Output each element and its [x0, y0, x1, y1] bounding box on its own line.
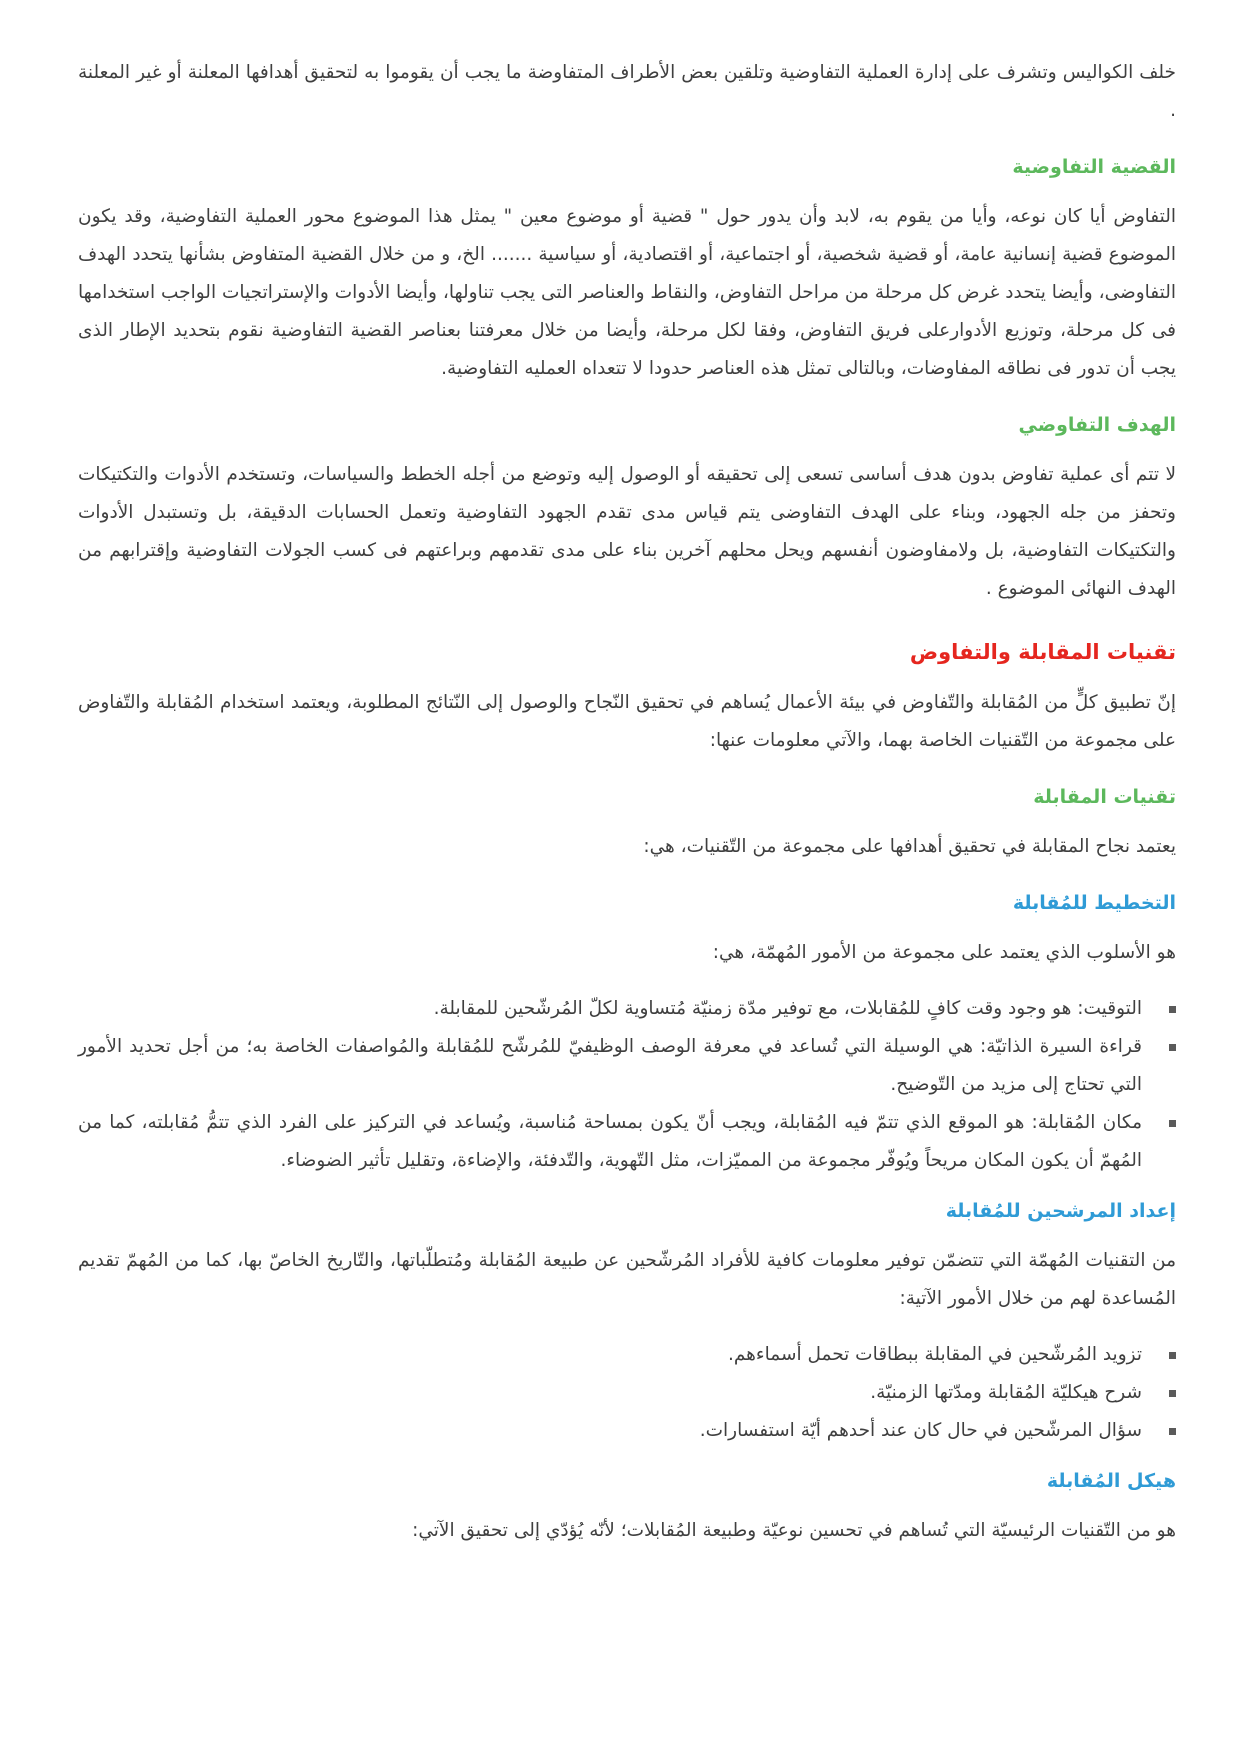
paragraph-interview-negotiation-techniques: إنّ تطبيق كلٍّ من المُقابلة والتّفاوض في بيئة الأعمال يُساهم في تحقيق النّجاح والوصول إلى النّتائج المطلوبة، ويعتمد استخدام المُقابلة والتّفاوض على مجموعة من التّقنيات الخاصة بهما، والآتي معلومات عنها:: [78, 692, 1176, 751]
heading-negotiation-issue: القضية التفاوضية: [1012, 156, 1176, 178]
bullet-square-icon: [1169, 1352, 1176, 1359]
bullet-square-icon: [1169, 1006, 1176, 1013]
heading-negotiation-goal: الهدف التفاوضي: [1018, 414, 1176, 436]
planning-list: [78, 990, 1176, 1180]
list-item: [78, 1104, 1176, 1180]
list-item-text: مكان المُقابلة: هو الموقع الذي تتمّ فيه المُقابلة، ويجب أنّ يكون بمساحة مُناسبة، ويُساعد في التركيز على الفرد الذي تتمُّ مُقابلته، كما من المُهمّ أن يكون المكان مريحاً ويُوفّر مجموعة من المميّزات، مثل التّهوية، والتّدفئة، والإضاءة، وتقليل تأثير الضوضاء.: [78, 1112, 1142, 1171]
list-item: [78, 1412, 1176, 1450]
preparing-list: [78, 1336, 1176, 1450]
heading-interview-techniques: تقنيات المقابلة: [1033, 786, 1176, 808]
list-item-text: التوقيت: هو وجود وقت كافٍ للمُقابلات، مع توفير مدّة زمنيّة مُتساوية لكلّ المُرشّحين للمقابلة.: [433, 998, 1142, 1019]
paragraph-negotiation-issue: التفاوض أيا كان نوعه، وأيا من يقوم به، لابد وأن يدور حول " قضية أو موضوع معين " يمثل هذا الموضوع محور العملية التفاوضية، وقد يكون الموضوع قضية إنسانية عامة، أو قضية شخصية، أو اجتماعية، أو اقتصادية، أو سياسية ....... الخ، و من خلال القضية المتفاوض بشأنها يتحدد الهدف التفاوضى، وأيضا يتحدد غرض كل مرحلة من مراحل التفاوض، والنقاط والعناصر التى يجب تناولها، وأيضا الأدوات والإستراتجيات الواجب استخدامها فى كل مرحلة، وتوزيع الأدوارعلى فريق التفاوض، وفقا لكل مرحلة، وأيضا من خلال معرفتنا بعناصر القضية التفاوضية نقوم بتحديد الإطار الذى يجب أن تدور فى نطاقه المفاوضات، وبالتالى تمثل هذه العناصر حدودا لا تتعداه العمليه التفاوضية.: [78, 206, 1176, 379]
list-item: [78, 1028, 1176, 1104]
list-item-text: قراءة السيرة الذاتيّة: هي الوسيلة التي تُساعد في معرفة الوصف الوظيفيّ للمُرشّح للمُقابلة والمُواصفات الخاصة به؛ من أجل تحديد الأمور التي تحتاج إلى مزيد من التّوضيح.: [78, 1036, 1142, 1095]
bullet-square-icon: [1169, 1120, 1176, 1127]
heading-preparing-candidates: إعداد المرشحين للمُقابلة: [945, 1200, 1176, 1222]
paragraph-negotiation-goal: لا تتم أى عملية تفاوض بدون هدف أساسى تسعى إلى تحقيقه أو الوصول إليه وتوضع من أجله الخطط والسياسات، وتستخدم الأدوات والتكتيكات وتحفز من جله الجهود، وبناء على الهدف التفاوضى يتم قياس مدى تقدم الجهود التفاوضية وتعمل الحسابات الدقيقة، بل وتستبدل الأدوات والتكتيكات التفاوضية، بل ولامفاوضون أنفسهم ويحل محلهم آخرين بناء على مدى تقدمهم وبراعتهم فى كسب الجولات التفاوضية وإقترابهم من الهدف النهائى الموضوع .: [78, 464, 1176, 599]
list-item-text: تزويد المُرشّحين في المقابلة ببطاقات تحمل أسماءهم.: [727, 1344, 1142, 1365]
heading-interview-planning: التخطيط للمُقابلة: [1012, 892, 1176, 914]
list-item: [78, 1374, 1176, 1412]
list-item: [78, 990, 1176, 1028]
bullet-square-icon: [1169, 1390, 1176, 1397]
paragraph-interview-planning: هو الأسلوب الذي يعتمد على مجموعة من الأمور المُهمّة، هي:: [712, 942, 1176, 963]
document-page: [78, 54, 1176, 1550]
list-item: [78, 1336, 1176, 1374]
bullet-square-icon: [1169, 1044, 1176, 1051]
paragraph-interview-techniques: يعتمد نجاح المقابلة في تحقيق أهدافها على مجموعة من التّقنيات، هي:: [643, 836, 1176, 857]
intro-paragraph: خلف الكواليس وتشرف على إدارة العملية التفاوضية وتلقين بعض الأطراف المتفاوضة ما يجب أن يقوموا به لتحقيق أهدافها المعلنة أو غير المعلنة .: [78, 62, 1176, 121]
paragraph-preparing-candidates: من التقنيات المُهمّة التي تتضمّن توفير معلومات كافية للأفراد المُرشّحين عن طبيعة المُقابلة ومُتطلّباتها، والتّاريخ الخاصّ بها، كما من المُهمّ تقديم المُساعدة لهم من خلال الأمور الآتية:: [78, 1250, 1176, 1309]
heading-interview-negotiation-techniques: تقنيات المقابلة والتفاوض: [909, 640, 1176, 664]
bullet-square-icon: [1169, 1428, 1176, 1435]
list-item-text: سؤال المرشّحين في حال كان عند أحدهم أيّة استفسارات.: [699, 1420, 1142, 1441]
paragraph-interview-structure: هو من التّقنيات الرئيسيّة التي تُساهم في تحسين نوعيّة وطبيعة المُقابلات؛ لأنّه يُؤدّي إلى تحقيق الآتي:: [412, 1520, 1176, 1541]
list-item-text: شرح هيكليّة المُقابلة ومدّتها الزمنيّة.: [870, 1382, 1142, 1403]
heading-interview-structure: هيكل المُقابلة: [1046, 1470, 1176, 1492]
